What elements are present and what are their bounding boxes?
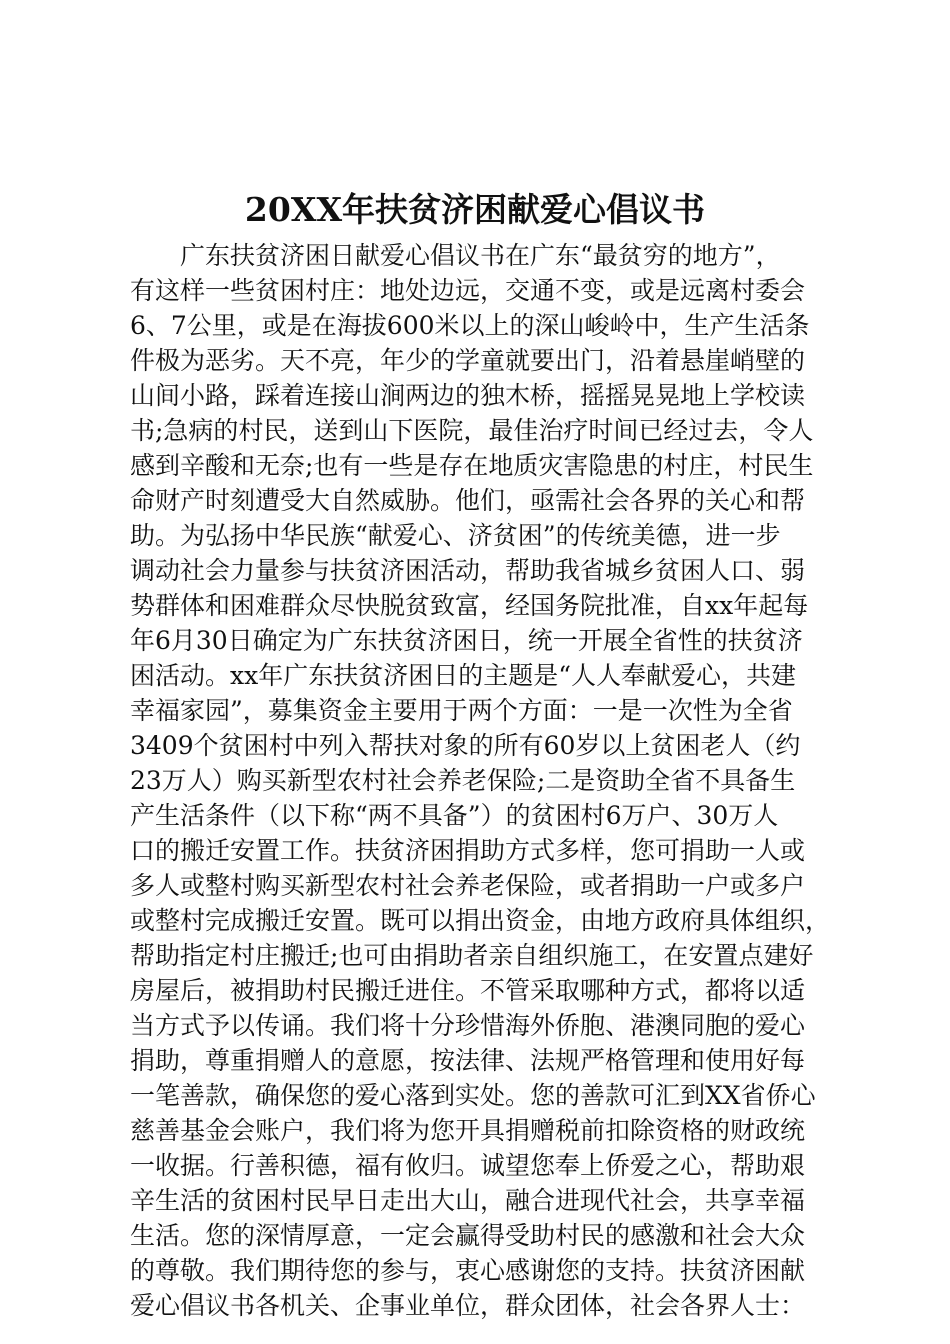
body-line: 山间小路，踩着连接山涧两边的独木桥，摇摇晃晃地上学校读 — [130, 381, 806, 410]
body-line: 辛生活的贫困村民早日走出大山，融合进现代社会，共享幸福 — [130, 1186, 806, 1215]
body-line: 势群体和困难群众尽快脱贫致富，经国务院批准，自xx年起每 — [130, 591, 809, 620]
body-line: 书;急病的村民，送到山下医院，最佳治疗时间已经过去，令人 — [130, 416, 814, 445]
body-line: 捐助，尊重捐赠人的意愿，按法律、法规严格管理和使用好每 — [130, 1046, 806, 1075]
body-line: 广东扶贫济困日献爱心倡议书在广东“最贫穷的地方”， — [180, 241, 781, 270]
document-body — [130, 238, 830, 1323]
body-line: 生活。您的深情厚意，一定会赢得受助村民的感激和社会大众 — [130, 1221, 806, 1250]
body-line: 一收据。行善积德，福有攸归。诚望您奉上侨爱之心，帮助艰 — [130, 1151, 806, 1180]
body-line: 调动社会力量参与扶贫济困活动，帮助我省城乡贫困人口、弱 — [130, 556, 806, 585]
body-line: 产生活条件（以下称“两不具备”）的贫困村6万户、30万人 — [130, 801, 779, 830]
body-line: 3409个贫困村中列入帮扶对象的所有60岁以上贫困老人（约 — [130, 731, 801, 760]
body-line: 6、7公里，或是在海拔600米以上的深山峻岭中，生产生活条 — [130, 311, 810, 340]
body-line: 困活动。xx年广东扶贫济困日的主题是“人人奉献爱心，共建 — [130, 661, 796, 690]
body-line: 房屋后，被捐助村民搬迁进住。不管采取哪种方式，都将以适 — [130, 976, 806, 1005]
body-line: 助。为弘扬中华民族“献爱心、济贫困”的传统美德，进一步 — [130, 521, 781, 550]
body-line: 帮助指定村庄搬迁;也可由捐助者亲自组织施工，在安置点建好 — [130, 941, 814, 970]
body-line: 口的搬迁安置工作。扶贫济困捐助方式多样，您可捐助一人或 — [130, 836, 806, 865]
body-line: 幸福家园”，募集资金主要用于两个方面：一是一次性为全省 — [130, 696, 793, 725]
body-line: 件极为恶劣。天不亮，年少的学童就要出门，沿着悬崖峭壁的 — [130, 346, 806, 375]
document-title: 20XX年扶贫济困献爱心倡议书 — [244, 190, 706, 229]
body-line: 当方式予以传诵。我们将十分珍惜海外侨胞、港澳同胞的爱心 — [130, 1011, 806, 1040]
body-line: 或整村完成搬迁安置。既可以捐出资金，由地方政府具体组织， — [130, 906, 831, 935]
body-line: 有这样一些贫困村庄：地处边远，交通不变，或是远离村委会 — [130, 276, 806, 305]
body-line: 慈善基金会账户，我们将为您开具捐赠税前扣除资格的财政统 — [130, 1116, 806, 1145]
body-line: 爱心倡议书各机关、企事业单位，群众团体，社会各界人士： — [130, 1291, 806, 1320]
body-line: 感到辛酸和无奈;也有一些是存在地质灾害隐患的村庄，村民生 — [130, 451, 814, 480]
body-line: 多人或整村购买新型农村社会养老保险，或者捐助一户或多户 — [130, 871, 806, 900]
body-line: 年6月30日确定为广东扶贫济困日，统一开展全省性的扶贫济 — [130, 626, 803, 655]
body-line: 23万人）购买新型农村社会养老保险;二是资助全省不具备生 — [130, 766, 796, 795]
body-line: 一笔善款，确保您的爱心落到实处。您的善款可汇到XX省侨心 — [130, 1081, 816, 1110]
body-line: 的尊敬。我们期待您的参与，衷心感谢您的支持。扶贫济困献 — [130, 1256, 806, 1285]
body-line: 命财产时刻遭受大自然威胁。他们，亟需社会各界的关心和帮 — [130, 486, 806, 515]
